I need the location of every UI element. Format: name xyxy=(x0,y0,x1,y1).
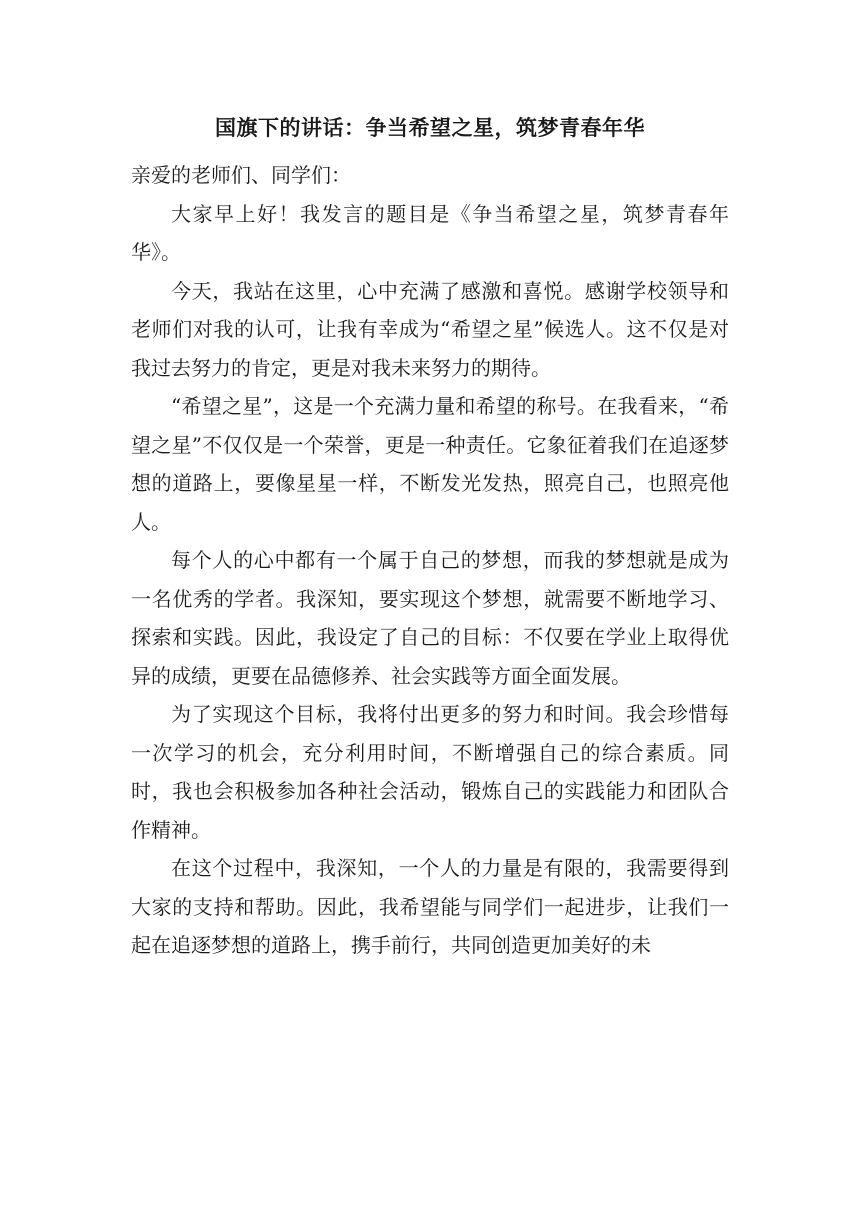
paragraph: 在这个过程中，我深知，一个人的力量是有限的，我需要得到大家的支持和帮助。因此，我希望能与同学们一起进步，让我们一起在追逐梦想的道路上，携手前行，共同创造更加美好的未 xyxy=(131,856,729,958)
paragraph: 今天，我站在这里，心中充满了感激和喜悦。感谢学校领导和老师们对我的认可，让我有幸成为“希望之星”候选人。这不仅是对我过去努力的肯定，更是对我未来努力的期待。 xyxy=(131,278,729,380)
greeting-line: 亲爱的老师们、同学们： xyxy=(131,163,351,187)
speech-body xyxy=(131,156,729,965)
paragraph: 为了实现这个目标，我将付出更多的努力和时间。我会珍惜每一次学习的机会，充分利用时间，不断增强自己的综合素质。同时，我也会积极参加各种社会活动，锻炼自己的实践能力和团队合作精神。 xyxy=(131,702,729,842)
speech-title: 国旗下的讲话：争当希望之星，筑梦青春年华 xyxy=(215,116,645,140)
paragraph: “希望之星”，这是一个充满力量和希望的称号。在我看来，“希望之星”不仅仅是一个荣誉，更是一种责任。它象征着我们在追逐梦想的道路上，要像星星一样，不断发光发热，照亮自己，也照亮他人。 xyxy=(131,394,729,534)
paragraph: 大家早上好！我发言的题目是《争当希望之星，筑梦青春年华》。 xyxy=(131,201,729,265)
paragraph: 每个人的心中都有一个属于自己的梦想，而我的梦想就是成为一名优秀的学者。我深知，要实现这个梦想，就需要不断地学习、探索和实践。因此，我设定了自己的目标：不仅要在学业上取得优异的成绩，更要在品德修养、社会实践等方面全面发展。 xyxy=(131,548,729,688)
